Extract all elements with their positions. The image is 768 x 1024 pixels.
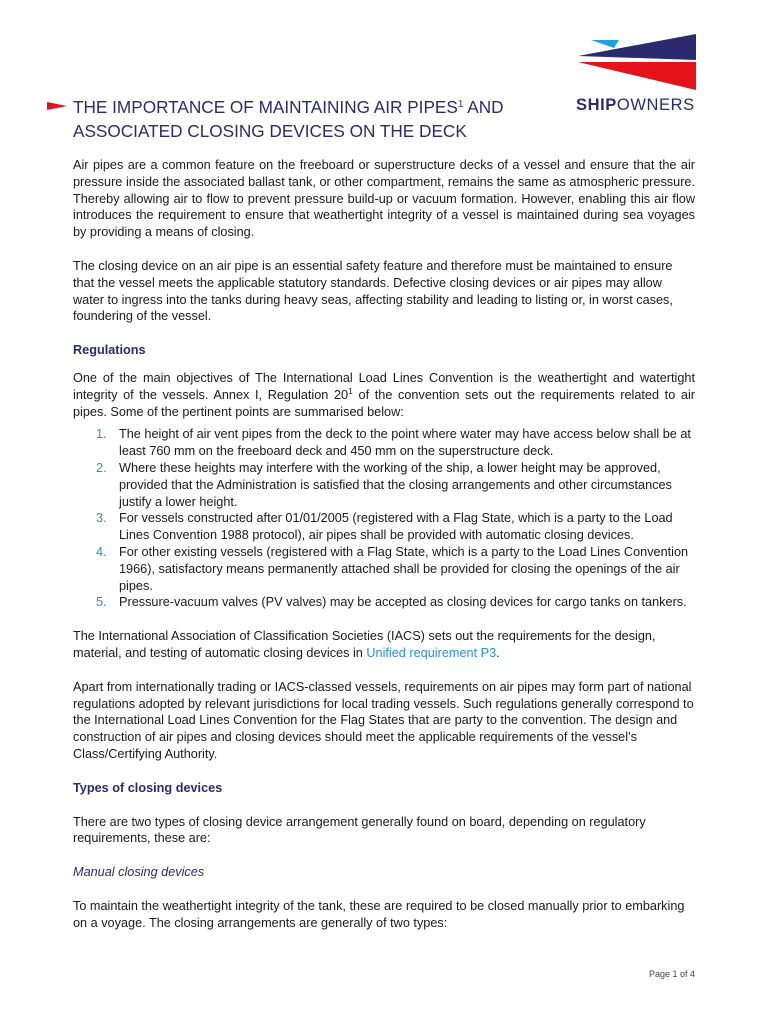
manual-closing-devices-text: To maintain the weathertight integrity of the tank, these are required to be closed manually prior to embarking on a voyage. The closing arrangements are generally of two types: (73, 898, 685, 930)
logo-wordmark (576, 96, 695, 115)
regulations-intro: One of the main objectives of The International Load Lines Convention is the weathertight and watertight integrity of the vessels. Annex I, Regulation 20$^1$ of the convention sets out the requirements related to air pipes. Some of the pertinent points are summarised below: (73, 370, 695, 419)
list-item-text: Pressure-vacuum valves (PV valves) may be accepted as closing devices for cargo tanks on tankers. (119, 595, 687, 610)
intro-paragraph-2: The closing device on an air pipe is an essential safety feature and therefore must be maintained to ensure that the vessel meets the applicable statutory standards. Defective closing devices or air pipes may allow water to ingress into the tanks during heavy seas, affecting stability and leading to listing or, in worst cases, foundering of the vessel. (73, 258, 673, 324)
regulations-heading: Regulations (73, 343, 146, 358)
shipowners-logo (576, 32, 702, 118)
types-intro: There are two types of closing device arrangement generally found on board, depending on regulatory requirements, these are: (73, 814, 646, 846)
types-heading: Types of closing devices (73, 780, 223, 795)
regulations-list (73, 426, 695, 611)
list-item-text: Where these heights may interfere with the working of the ship, a lower height may be approved, provided that the Administration is satisfied that the closing arrangements and other circumstances justify a lower height. (119, 460, 672, 509)
title-pennant-icon (47, 101, 67, 111)
list-item (73, 460, 695, 510)
list-item-text: For vessels constructed after 01/01/2005 (registered with a Flag State, which is a party to the Load Lines Convention 1988 protocol), air pipes shall be provided with automatic closing devices. (119, 511, 673, 543)
list-item-number: 2. (96, 460, 107, 475)
list-item-number: 5. (96, 595, 107, 610)
list-item-number: 3. (96, 511, 107, 526)
intro-paragraph-1: Air pipes are a common feature on the freeboard or superstructure decks of a vessel and ensure that the air pressure inside the associated ballast tank, or other compartment, remains the same as atmospheric pressure. Thereby allowing air to flow to prevent pressure build-up or vacuum formation. However, enabling this air flow introduces the requirement to ensure that weathertight integrity of a vessel is maintained during sea voyages by providing a means of closing. (73, 158, 695, 240)
list-item (73, 594, 695, 611)
title-footnote-ref[interactable]: 1 (457, 99, 464, 110)
logo-wordmark-bold: SHIP (576, 96, 617, 114)
document-body (73, 157, 695, 948)
regulation-footnote-ref[interactable]: 1 (348, 385, 353, 396)
list-item-number: 4. (96, 544, 107, 559)
logo-wordmark-light: OWNERS (616, 96, 695, 114)
manual-closing-devices-heading: Manual closing devices (73, 865, 205, 880)
list-item-text: For other existing vessels (registered with a Flag State, which is a party to the Load Lines Convention 1966), satisfactory means permanently attached shall be provided for closing the openings of the air pipes. (119, 544, 689, 593)
list-item-number: 1. (96, 427, 107, 442)
list-item (73, 544, 695, 594)
page-title: THE IMPORTANCE OF MAINTAINING AIR PIPES$^1$ AND ASSOCIATED CLOSING DEVICES ON THE DECK (73, 97, 504, 141)
page-number: Page 1 of 4 (649, 969, 696, 979)
list-item (73, 510, 695, 544)
national-regulations-paragraph: Apart from internationally trading or IACS-classed vessels, requirements on air pipes may form part of national regulations adopted by relevant jurisdictions for local trading vessels. Such regulations generally correspond to the International Load Lines Convention for the Flag States that are party to the convention. The design and construction of air pipes and closing devices should meet the applicable requirements of the vessel’s Class/Certifying Authority. (73, 679, 694, 761)
list-item-text: The height of air vent pipes from the deck to the point where water may have access below shall be at least 760 mm on the freeboard deck and 450 mm on the superstructure deck. (119, 427, 691, 459)
unified-requirement-p3-link[interactable]: Unified requirement P3 (366, 645, 497, 660)
logo-flag-icon (576, 32, 702, 92)
iacs-paragraph: The International Association of Classification Societies (IACS) sets out the requirements for the design, material, and testing of automatic closing devices in Unified requirement P3. (73, 629, 656, 660)
list-item (73, 426, 695, 460)
